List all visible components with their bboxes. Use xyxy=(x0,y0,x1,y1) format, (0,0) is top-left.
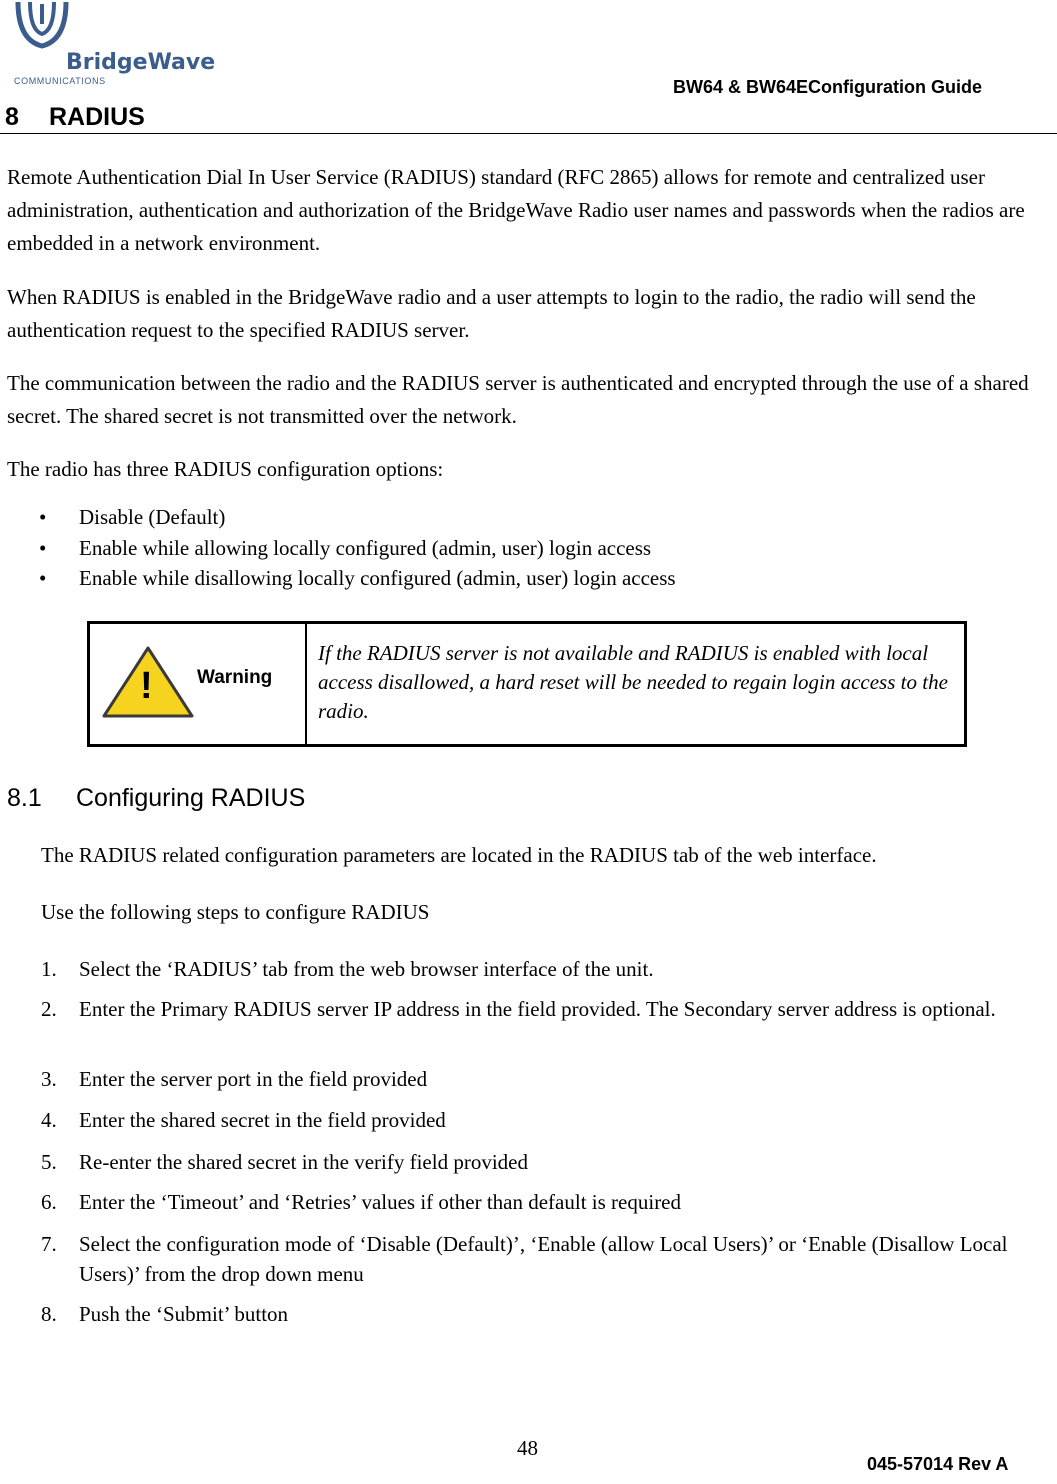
section-title: RADIUS xyxy=(49,103,145,131)
list-item: Enable while allowing locally configured (admin, user) login access xyxy=(79,536,652,560)
warning-exclamation: ! xyxy=(140,665,153,707)
list-item: Enter the Primary RADIUS server IP address in the field provided. The Secondary server address is optional. xyxy=(79,997,996,1021)
steps-intro: Use the following steps to configure RADIUS xyxy=(41,900,430,924)
list-item: Enable while disallowing locally configured (admin, user) login access xyxy=(79,566,676,590)
step-number: 6. xyxy=(41,1190,57,1214)
document-title: BW64 & BW64EConfiguration Guide xyxy=(673,77,983,97)
list-item: Select the configuration mode of ‘Disable (Default)’, ‘Enable (allow Local Users)’ or ‘Enable (Disallow Local Users)’ from the drop down menu xyxy=(79,1232,1008,1286)
step-number: 8. xyxy=(41,1302,57,1326)
warning-box xyxy=(87,621,967,747)
warning-text: If the RADIUS server is not available and RADIUS is enabled with local access disallowed, a hard reset will be needed to regain login access to the radio. xyxy=(318,641,948,723)
page-number: 48 xyxy=(517,1436,538,1460)
list-item: Select the ‘RADIUS’ tab from the web browser interface of the unit. xyxy=(79,957,654,981)
list-item: Re-enter the shared secret in the verify field provided xyxy=(79,1150,528,1174)
list-item: Disable (Default) xyxy=(79,505,226,529)
warning-divider xyxy=(305,624,307,744)
step-number: 7. xyxy=(41,1232,57,1256)
step-number: 2. xyxy=(41,997,57,1021)
step-number: 5. xyxy=(41,1150,57,1174)
subsection-number: 8.1 xyxy=(7,784,42,812)
company-logo xyxy=(14,0,214,90)
header-rule xyxy=(0,133,1057,134)
subsection-intro: The RADIUS related configuration parameters are located in the RADIUS tab of the web interface. xyxy=(41,843,877,867)
intro-paragraph: Remote Authentication Dial In User Service (RADIUS) standard (RFC 2865) allows for remote and centralized user administration, authentication and authorization of the BridgeWave Radio user names and passwords when the radios are embedded in a network environment. xyxy=(7,165,1025,255)
bullet-icon: • xyxy=(39,536,47,560)
document-number: 045-57014 Rev A xyxy=(867,1454,1009,1474)
list-item: Push the ‘Submit’ button xyxy=(79,1302,289,1326)
section-number: 8 xyxy=(5,103,19,131)
options-intro: The radio has three RADIUS configuration options: xyxy=(7,457,444,481)
logo-name: BridgeWave xyxy=(66,50,216,75)
list-item: Enter the server port in the field provided xyxy=(79,1067,428,1091)
step-number: 3. xyxy=(41,1067,57,1091)
list-item: Enter the ‘Timeout’ and ‘Retries’ values if other than default is required xyxy=(79,1190,682,1214)
bullet-icon: • xyxy=(39,505,47,529)
warning-label: Warning xyxy=(197,667,273,688)
step-number: 1. xyxy=(41,957,57,981)
warning-sign xyxy=(100,644,290,724)
list-item: Enter the shared secret in the field provided xyxy=(79,1108,446,1132)
bullet-icon: • xyxy=(39,566,47,590)
bridgewave-logo-icon xyxy=(14,0,70,50)
logo-subtitle: COMMUNICATIONS xyxy=(14,76,106,86)
enabled-paragraph: When RADIUS is enabled in the BridgeWave radio and a user attempts to login to the radio, the radio will send the authentication request to the specified RADIUS server. xyxy=(7,285,976,342)
subsection-title: Configuring RADIUS xyxy=(76,784,306,812)
shared-secret-paragraph: The communication between the radio and the RADIUS server is authenticated and encrypted through the use of a shared secret. The shared secret is not transmitted over the network. xyxy=(7,371,1029,428)
step-number: 4. xyxy=(41,1108,57,1132)
